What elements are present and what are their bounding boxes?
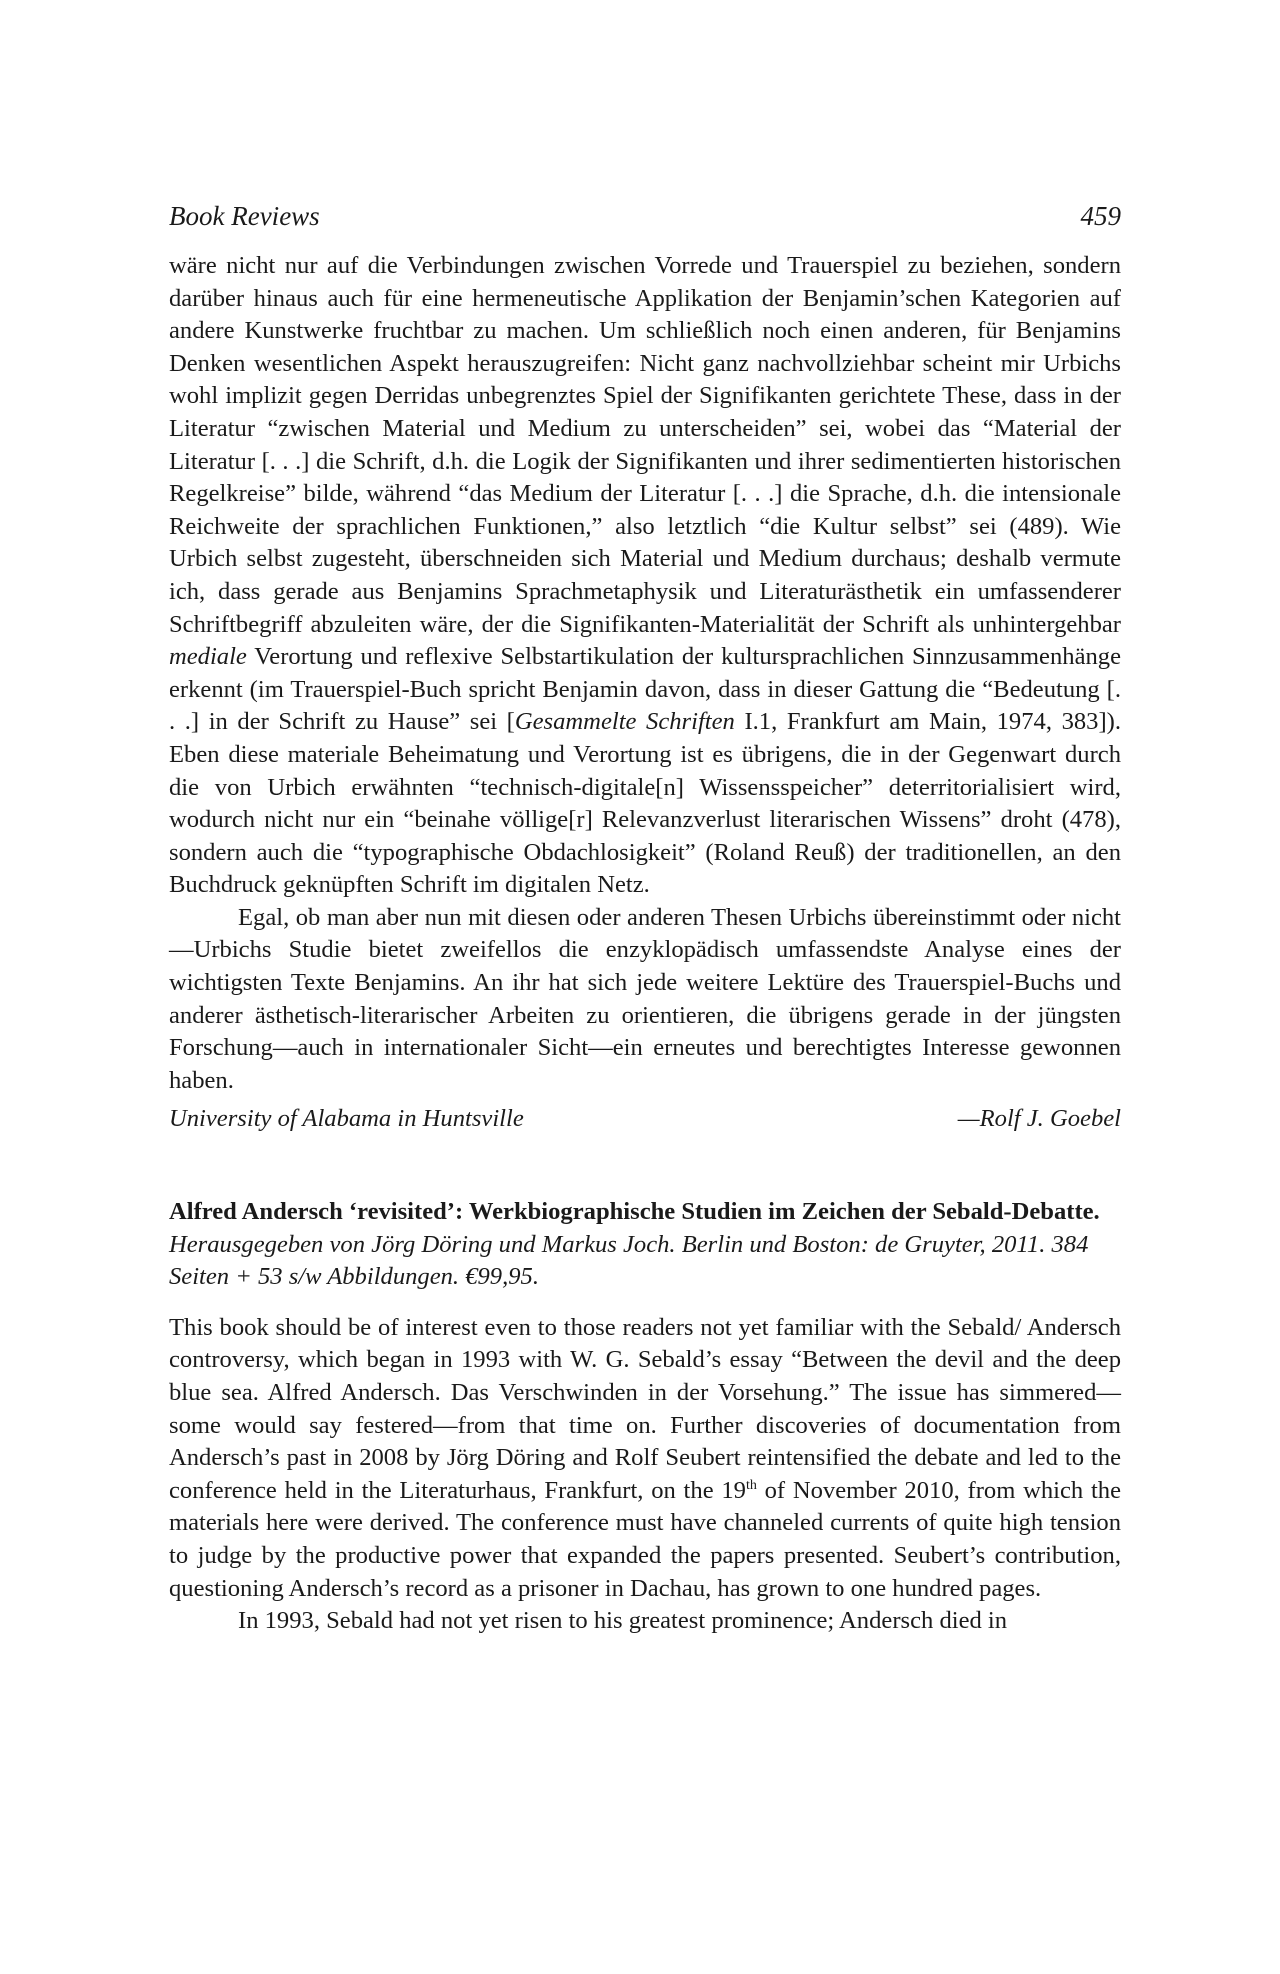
reviewer-name: —Rolf J. Goebel	[957, 1105, 1121, 1133]
reviewer-affiliation: University of Alabama in Huntsville	[169, 1105, 524, 1133]
text-run-italic: mediale	[169, 643, 247, 671]
review-1-body	[169, 250, 1121, 1097]
review-1-paragraph-1	[169, 250, 1121, 902]
text-run: Verortung und reflexive Selbstartikulation der kultursprachlichen Sinnzusammenhänge erkennt (im Trauerspiel-Buch spricht Benjamin davon, dass in dieser Gattung die “Bedeutung [. . .] in der Schrift zu Hause” sei [	[169, 643, 1121, 736]
page-number: 459	[1080, 201, 1121, 231]
review-2-paragraph-1	[169, 1312, 1121, 1605]
review-1-signature	[169, 1103, 1121, 1136]
text-run: wäre nicht nur auf die Verbindungen zwischen Vorrede und Trauerspiel zu beziehen, sondern darüber hinaus auch für eine hermeneutische Applikation der Benjamin’schen Kategorien auf andere Kunstwerke fruchtbar zu machen. Um schließlich noch einen anderen, für Benjamins Denken wesentlichen Aspekt herauszugreifen: Nicht ganz nachvollziehbar scheint mir Urbichs wohl implizit gegen Derridas unbegrenztes Spiel der Signifikanten gerichtete These, dass in der Literatur “zwischen Material und Medium zu unterscheiden” sei, wobei das “Material der Literatur [. . .] die Schrift, d.h. die Logik der Signifikanten und ihrer sedimentierten historischen Regelkreise” bilde, während “das Medium der Literatur [. . .] die Sprache, d.h. die intensionale Reichweite der sprachlichen Funktionen,” also letztlich “die Kultur selbst” sei (489). Wie Urbich selbst zugesteht, überschneiden sich Material und Medium durchaus; deshalb vermute ich, dass gerade aus Benjamins Sprachmetaphysik und Literaturästhetik ein umfassenderer Schriftbegriff abzuleiten wäre, der die Signifikanten-Materialität der Schrift als unhintergehbar	[169, 252, 1121, 638]
review-2-title: Alfred Andersch ‘revisited’: Werkbiographische Studien im Zeichen der Sebald-Debatte.	[169, 1198, 1100, 1226]
review-2-bibliographic-info: Herausgegeben von Jörg Döring und Markus Joch. Berlin und Boston: de Gruyter, 2011. 384 Seiten + 53 s/w Abbildungen. €99,95.	[169, 1230, 1089, 1291]
section-title: Book Reviews	[169, 201, 320, 231]
text-run-italic: Gesammelte Schriften	[514, 708, 735, 736]
text-run: I.1, Frankfurt am Main, 1974, 383]). Eben diese materiale Beheimatung und Verortung ist es übrigens, die in der Gegenwart durch die von Urbich erwähnten “technisch-digitale[n] Wissensspeicher” deterritorialisiert wird, wodurch nicht nur ein “beinahe völlige[r] Relevanzverlust literarischen Wissens” droht (478), sondern auch die “typographische Obdachlosigkeit” (Roland Reuß) der traditionellen, an den Buchdruck geknüpften Schrift im digitalen Netz.	[169, 708, 1121, 899]
review-1-paragraph-2: Egal, ob man aber nun mit diesen oder anderen Thesen Urbichs übereinstimmt oder nicht—Urbichs Studie bietet zweifellos die enzyklopädisch umfassendste Analyse eines der wichtigsten Texte Benjamins. An ihr hat sich jede weitere Lektüre des Trauerspiel-Buchs und anderer ästhetisch-literarischer Arbeiten zu orientieren, die übrigens gerade in der jüngsten Forschung—auch in internationaler Sicht—ein erneutes und berechtigtes Interesse gewonnen haben.	[169, 903, 1121, 1094]
running-header	[169, 200, 1121, 232]
review-2-header	[169, 1196, 1121, 1294]
ordinal-superscript: th	[745, 1477, 757, 1493]
document-page	[169, 200, 1121, 1638]
review-2-paragraph-2: In 1993, Sebald had not yet risen to his greatest prominence; Andersch died in	[238, 1607, 1008, 1635]
review-2-body	[169, 1312, 1121, 1638]
text-run: of November 2010, from which the materials here were derived. The conference must have channeled currents of quite high tension to judge by the productive power that expanded the papers presented. Seubert’s contribution, questioning Andersch’s record as a prisoner in Dachau, has grown to one hundred pages.	[169, 1476, 1121, 1602]
text-run: This book should be of interest even to those readers not yet familiar with the Sebald/ Andersch controversy, which began in 1993 with W. G. Sebald’s essay “Between the devil and the deep blue sea. Alfred Andersch. Das Verschwinden in der Vorsehung.” The issue has simmered—some would say festered—from that time on. Further discoveries of documentation from Andersch’s past in 2008 by Jörg Döring and Rolf Seubert reintensified the debate and led to the conference held in the Literaturhaus, Frankfurt, on the 19	[169, 1313, 1121, 1504]
